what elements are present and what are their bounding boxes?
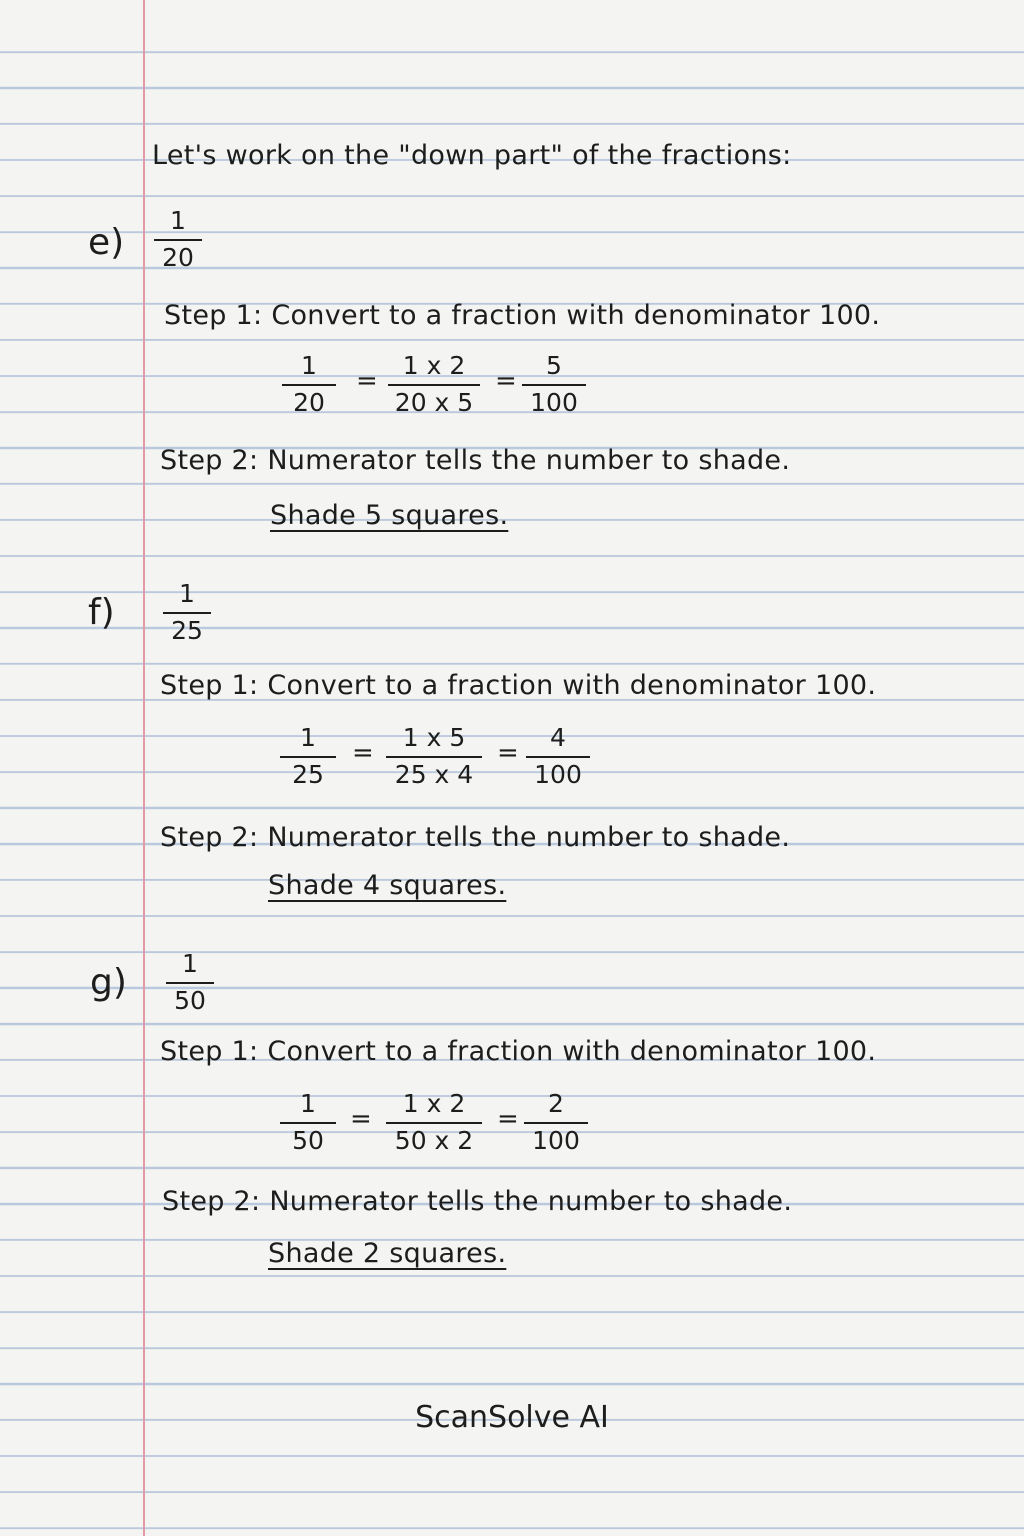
- problem-label-g: g): [90, 962, 127, 1003]
- eq-fraction-g-3: 2 100: [524, 1088, 588, 1157]
- eq-fraction-g-2: 1 x 2 50 x 2: [386, 1088, 482, 1157]
- eq-fraction-e-3: 5 100: [522, 350, 586, 419]
- eq-fraction-f-1: 1 25: [280, 722, 336, 791]
- problem-fraction-e: 1 20: [154, 205, 202, 274]
- equals-sign: =: [352, 738, 374, 768]
- equals-sign: =: [495, 366, 517, 396]
- shade-answer-f: Shade 4 squares.: [268, 870, 507, 901]
- shade-answer-g: Shade 2 squares.: [268, 1238, 507, 1269]
- red-margin-line: [143, 0, 145, 1536]
- problem-fraction-g: 1 50: [166, 948, 214, 1017]
- eq-fraction-f-2: 1 x 5 25 x 4: [386, 722, 482, 791]
- step2-text-e: Step 2: Numerator tells the number to shade.: [160, 445, 791, 476]
- step1-text-e: Step 1: Convert to a fraction with denominator 100.: [164, 300, 881, 331]
- eq-fraction-e-2: 1 x 2 20 x 5: [388, 350, 480, 419]
- step1-text-f: Step 1: Convert to a fraction with denominator 100.: [160, 670, 877, 701]
- eq-fraction-g-1: 1 50: [280, 1088, 336, 1157]
- step1-text-g: Step 1: Convert to a fraction with denominator 100.: [160, 1036, 877, 1067]
- step2-text-f: Step 2: Numerator tells the number to shade.: [160, 822, 791, 853]
- eq-fraction-f-3: 4 100: [526, 722, 590, 791]
- step2-text-g: Step 2: Numerator tells the number to shade.: [162, 1186, 793, 1217]
- equals-sign: =: [350, 1104, 372, 1134]
- shade-answer-e: Shade 5 squares.: [270, 500, 509, 531]
- footer-brand: ScanSolve AI: [415, 1400, 609, 1435]
- problem-fraction-f: 1 25: [163, 578, 211, 647]
- eq-fraction-e-1: 1 20: [282, 350, 336, 419]
- intro-text: Let's work on the "down part" of the fractions:: [152, 140, 792, 171]
- problem-label-f: f): [88, 592, 115, 633]
- equals-sign: =: [497, 1104, 519, 1134]
- equals-sign: =: [356, 366, 378, 396]
- problem-label-e: e): [88, 222, 125, 263]
- equals-sign: =: [497, 738, 519, 768]
